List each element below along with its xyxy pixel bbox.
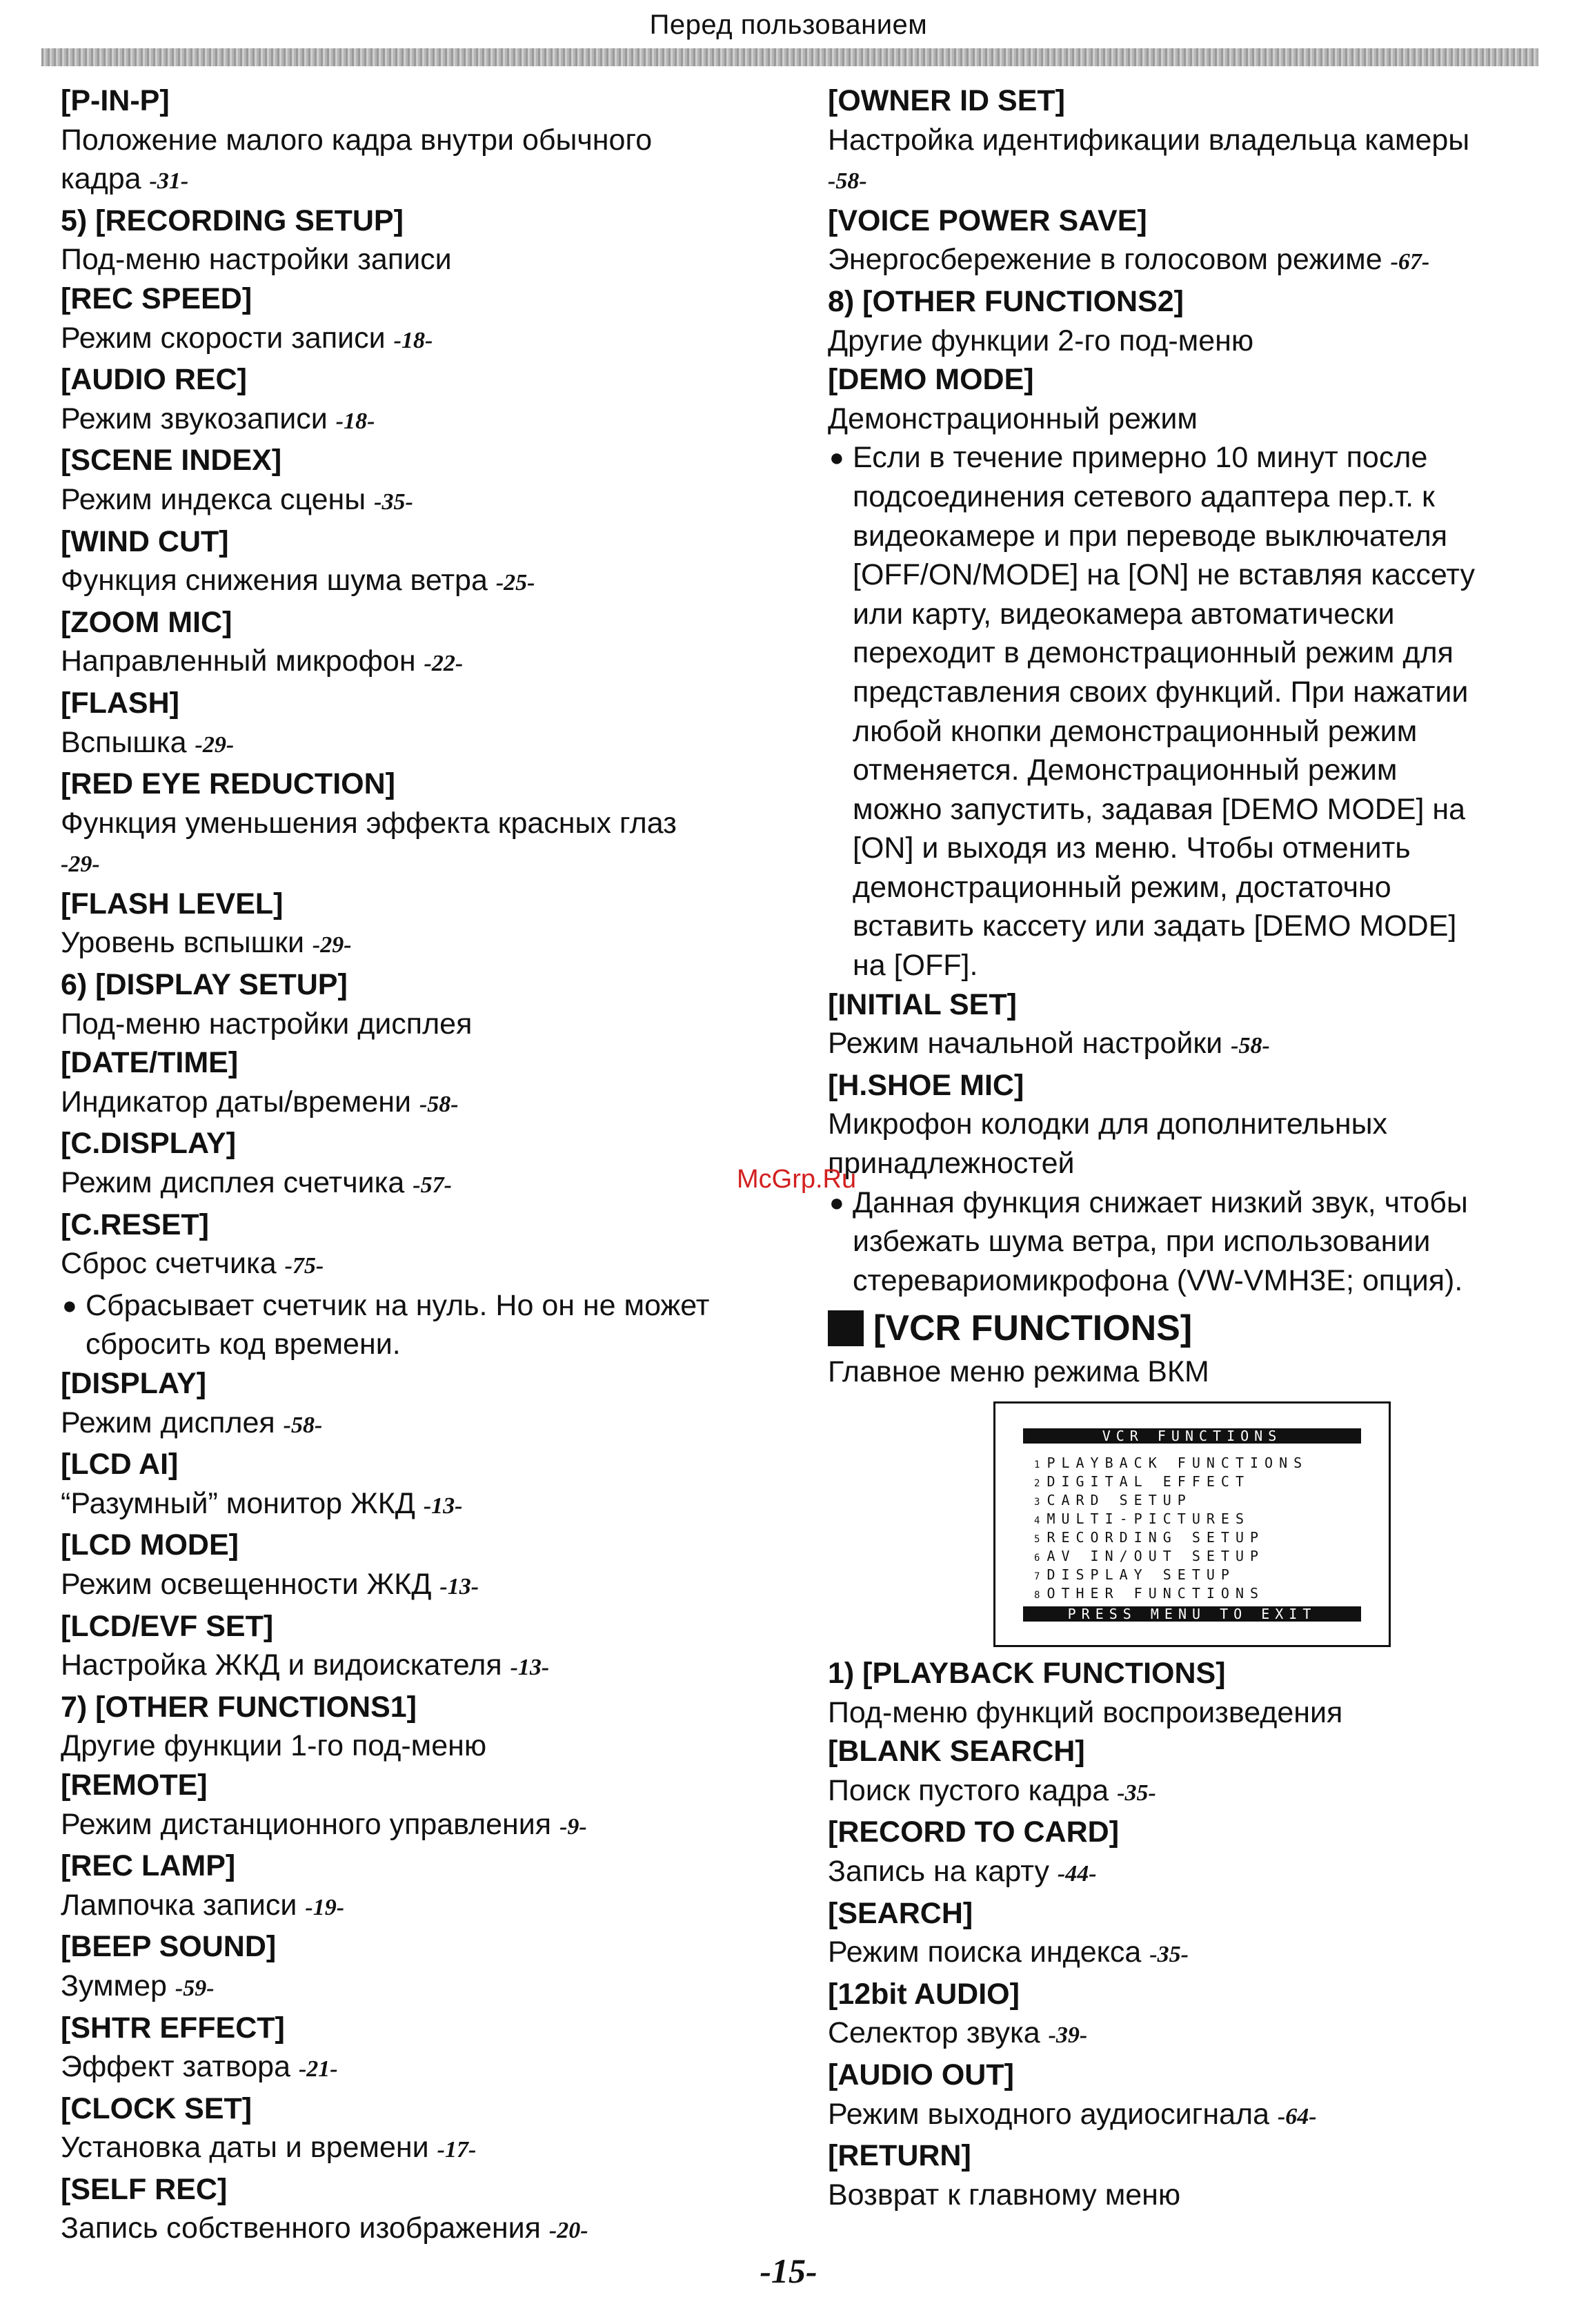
page-reference: -18- (393, 327, 433, 353)
page-reference: -58- (283, 1412, 323, 1438)
entry-title: [BEEP SOUND] (61, 1930, 277, 1964)
menu-entry (61, 1526, 792, 1606)
page-reference: -25- (495, 570, 535, 596)
entry-description-text: Другие функции 2-го под-меню (828, 324, 1254, 357)
menu-screen-item-label: OTHER FUNCTIONS (1047, 1585, 1265, 1602)
entry-title: 1) [PLAYBACK FUNCTIONS] (828, 1657, 1226, 1690)
entry-description (61, 642, 792, 684)
entry-description-text: Режим выходного аудиосигнала (828, 2097, 1270, 2131)
vcr-functions-heading-text: [VCR FUNCTIONS] (873, 1308, 1193, 1349)
entry-description-text: Режим скорости записи (61, 321, 386, 355)
entry-description (828, 240, 1559, 282)
menu-entry (61, 1927, 792, 2008)
entry-title: 8) [OTHER FUNCTIONS2] (828, 284, 1184, 318)
menu-screen-item (1034, 1510, 1308, 1529)
entry-description (61, 561, 792, 603)
page-reference: -18- (335, 408, 375, 434)
menu-screen-item (1034, 1473, 1308, 1492)
menu-entry (828, 1975, 1559, 2056)
entry-description (61, 2128, 792, 2170)
right-column-bottom-items (828, 1654, 1559, 2214)
watermark-text: McGrp.Ru (737, 1165, 857, 1194)
entry-description-text: Режим дисплея счетчика (61, 1166, 405, 1200)
entry-description-text: Селектор звука (828, 2016, 1040, 2050)
menu-entry (61, 441, 792, 522)
entry-title: [P-IN-P] (61, 84, 170, 117)
menu-entry (61, 1607, 792, 1688)
bullet-note-line: отменяется. Демонстрационный режим (853, 754, 1398, 787)
entry-description (61, 1005, 792, 1044)
entry-title: [DATE/TIME] (61, 1046, 239, 1080)
entry-description-text: Положение малого кадра внутри обычного (61, 123, 653, 157)
entry-description-text: Режим освещенности ЖКД (61, 1567, 432, 1601)
page-reference: -29- (312, 932, 352, 958)
vcr-menu-screen-figure (828, 1392, 1559, 1654)
page-reference: -29- (61, 851, 100, 878)
entry-description (828, 322, 1559, 361)
entry-description (61, 1726, 792, 1766)
entry-description (828, 400, 1559, 439)
entry-title: [12bit AUDIO] (828, 1977, 1020, 2011)
entry-description (61, 400, 792, 442)
entry-title: [RETURN] (828, 2139, 971, 2173)
bullet-icon: ● (829, 443, 844, 472)
entry-description-text: Режим дистанционного управления (61, 1807, 552, 1841)
entry-description-text: Направленный микрофон (61, 644, 416, 678)
page-reference: -67- (1390, 249, 1430, 275)
menu-entry (828, 2056, 1559, 2136)
page-reference: -21- (298, 2056, 338, 2082)
menu-entry (61, 201, 792, 279)
entry-description (61, 121, 792, 160)
menu-entry (61, 1205, 792, 1364)
menu-screen-item-label: DISPLAY SETUP (1047, 1566, 1236, 1583)
menu-screen-item-number: 4 (1034, 1515, 1040, 1526)
page-reference: -58- (1231, 1033, 1270, 1059)
entry-title: [OWNER ID SET] (828, 84, 1065, 117)
menu-screen-item-label: CARD SETUP (1047, 1492, 1192, 1508)
entry-description (61, 159, 792, 201)
entry-title: [SHTR EFFECT] (61, 2011, 285, 2045)
entry-title: [FLASH] (61, 686, 179, 720)
menu-screen-items (1034, 1455, 1308, 1604)
bullet-note-line: стеревариомикрофона (VW-VMH3E; опция). (853, 1263, 1463, 1297)
entry-description-text: Энергосбережение в голосовом режиме (828, 243, 1382, 277)
entry-description-text: Уровень вспышки (61, 926, 304, 960)
bullet-note (828, 1183, 1559, 1301)
entry-title: [REC LAMP] (61, 1849, 236, 1883)
entry-title: [LCD AI] (61, 1448, 179, 1481)
page-reference: -64- (1277, 2103, 1317, 2129)
page-number: -15- (760, 2252, 817, 2290)
page-reference: -9- (559, 1813, 587, 1840)
menu-entry (61, 1847, 792, 1927)
entry-description (61, 843, 792, 885)
entry-title: 7) [OTHER FUNCTIONS1] (61, 1690, 417, 1724)
page-header-title: Перед пользованием (649, 10, 928, 40)
entry-title: [C.DISPLAY] (61, 1127, 237, 1161)
page-reference: -13- (439, 1573, 479, 1599)
entry-description (61, 240, 792, 279)
page-reference: -59- (175, 1975, 215, 2001)
menu-screen-item-number: 6 (1034, 1553, 1040, 1564)
entry-description (828, 2176, 1559, 2215)
entry-title: [SELF REC] (61, 2172, 228, 2206)
menu-entry (61, 1043, 792, 1124)
menu-entry (828, 985, 1559, 1066)
entry-description (61, 1886, 792, 1928)
menu-entry (61, 1688, 792, 1766)
entry-title: [RED EYE REDUCTION] (61, 767, 395, 801)
entry-description-text: Поиск пустого кадра (828, 1773, 1109, 1807)
bullet-note-line: Если в течение примерно 10 минут после (853, 441, 1428, 475)
menu-entry (828, 360, 1559, 985)
entry-description (828, 1024, 1559, 1066)
menu-screen-item (1034, 1455, 1308, 1473)
menu-entry (828, 1066, 1559, 1301)
entry-description-text: Режим поиска индекса (828, 1936, 1142, 1969)
bullet-note-line: Данная функция снижает низкий звук, чтобы (853, 1185, 1468, 1219)
page-reference: -75- (284, 1253, 324, 1279)
page-reference: -35- (1117, 1780, 1156, 1806)
bullet-note-line: вставить кассету или задать [DEMO MODE] (853, 909, 1457, 943)
page-reference: -22- (424, 651, 464, 677)
menu-screen-item (1034, 1492, 1308, 1510)
entry-title: [VOICE POWER SAVE] (828, 204, 1147, 237)
menu-screen-item-number: 5 (1034, 1534, 1040, 1545)
page-reference: -58- (828, 168, 867, 195)
entry-description (61, 923, 792, 965)
entry-description (61, 480, 792, 522)
entry-description (61, 1484, 792, 1526)
entry-description (61, 1244, 792, 1286)
bullet-note-line: сбросить код времени. (86, 1328, 401, 1361)
menu-entry (828, 201, 1559, 282)
page-reference: -20- (548, 2218, 588, 2244)
menu-screen-title: VCR FUNCTIONS (1023, 1428, 1361, 1444)
entry-description-text: Под-меню функций воспроизведения (828, 1695, 1343, 1729)
entry-description (61, 1163, 792, 1205)
entry-title: [CLOCK SET] (61, 2091, 252, 2125)
bullet-note-line: любой кнопки демонстрационный режим (853, 714, 1418, 748)
entry-description (61, 2047, 792, 2089)
menu-entry (61, 2170, 792, 2251)
menu-screen-item (1034, 1585, 1308, 1604)
entry-description (61, 2209, 792, 2251)
bullet-note-line: на [OFF]. (853, 949, 978, 983)
menu-screen-item-number: 8 (1034, 1590, 1040, 1601)
menu-entry (828, 282, 1559, 360)
menu-entry (61, 1445, 792, 1526)
entry-description (61, 1404, 792, 1446)
entry-title: [LCD/EVF SET] (61, 1609, 274, 1643)
menu-entry (61, 279, 792, 360)
entry-description-text: Зуммер (61, 1969, 167, 2002)
page-reference: -13- (510, 1655, 550, 1681)
entry-description-text: кадра (61, 162, 141, 196)
entry-description-text: “Разумный” монитор ЖКД (61, 1486, 415, 1520)
page-reference: -44- (1057, 1860, 1097, 1887)
entry-description-text: Функция уменьшения эффекта красных глаз (61, 806, 677, 840)
menu-entry (61, 81, 792, 201)
menu-screen-item-label: AV IN/OUT SETUP (1047, 1548, 1265, 1564)
menu-entry (828, 1732, 1559, 1813)
entry-title: [DISPLAY] (61, 1367, 207, 1400)
page-reference: -35- (374, 489, 413, 515)
entry-description (61, 1083, 792, 1125)
entry-title: [WIND CUT] (61, 524, 229, 558)
entry-description (828, 2095, 1559, 2137)
entry-description (828, 1105, 1559, 1144)
entry-title: [INITIAL SET] (828, 987, 1017, 1021)
entry-description-text: принадлежностей (828, 1147, 1075, 1181)
bullet-note-line: переходит в демонстрационный режим для (853, 636, 1454, 670)
entry-title: 5) [RECORDING SETUP] (61, 204, 404, 237)
entry-title: [SEARCH] (828, 1896, 973, 1930)
menu-screen-item (1034, 1529, 1308, 1548)
entry-description-text: Микрофон колодки для дополнительных (828, 1107, 1388, 1141)
entry-description-text: Функция снижения шума ветра (61, 564, 488, 598)
entry-description (61, 804, 792, 843)
bullet-note (828, 438, 1559, 985)
menu-entry (61, 2089, 792, 2170)
bullet-note-line: представления своих функций. При нажатии (853, 675, 1469, 709)
entry-title: [H.SHOE MIC] (828, 1068, 1024, 1102)
entry-description (828, 1144, 1559, 1183)
menu-screen-item-number: 7 (1034, 1571, 1040, 1582)
entry-title: [BLANK SEARCH] (828, 1735, 1085, 1769)
menu-screen-item-label: PLAYBACK FUNCTIONS (1047, 1455, 1309, 1471)
menu-entry (61, 684, 792, 765)
entry-title: [SCENE INDEX] (61, 444, 282, 477)
menu-entry (61, 603, 792, 684)
entry-description (828, 1852, 1559, 1894)
entry-description-text: Под-меню настройки дисплея (61, 1007, 473, 1041)
menu-entry (61, 1124, 792, 1205)
menu-entry (61, 1766, 792, 1847)
entry-description (828, 2013, 1559, 2056)
page-reference: -13- (423, 1493, 463, 1519)
entry-description-text: Под-меню настройки записи (61, 243, 452, 277)
menu-entry (61, 360, 792, 441)
menu-entry (61, 522, 792, 603)
entry-title: [FLASH LEVEL] (61, 887, 284, 920)
entry-description-text: Вспышка (61, 725, 187, 759)
entry-description (61, 1967, 792, 2009)
entry-title: [AUDIO REC] (61, 363, 247, 397)
menu-entry (61, 2009, 792, 2089)
menu-entry (828, 1813, 1559, 1893)
menu-screen-item-label: RECORDING SETUP (1047, 1529, 1265, 1546)
page-reference: -19- (305, 1894, 345, 1920)
entry-description-text: Другие функции 1-го под-меню (61, 1729, 487, 1763)
entry-description (61, 723, 792, 765)
menu-entry (828, 81, 1559, 201)
entry-title: [ZOOM MIC] (61, 605, 232, 639)
page-reference: -29- (195, 731, 235, 758)
menu-entry (61, 885, 792, 965)
page-reference: -35- (1149, 1942, 1189, 1968)
vcr-functions-heading (828, 1304, 1559, 1352)
section-square-icon (828, 1310, 864, 1346)
page-reference: -39- (1048, 2022, 1088, 2049)
entry-description-text: Режим начальной настройки (828, 1027, 1223, 1061)
entry-description (61, 319, 792, 361)
entry-description-text: Эффект затвора (61, 2050, 290, 2084)
menu-screen-item (1034, 1566, 1308, 1585)
entry-description-text: Режим индекса сцены (61, 482, 366, 516)
entry-title: [DEMO MODE] (828, 363, 1034, 397)
bullet-note-line: можно запустить, задавая [DEMO MODE] на (853, 792, 1466, 826)
page-reference: -57- (413, 1172, 452, 1199)
entry-title: [REC SPEED] (61, 282, 252, 315)
entry-title: 6) [DISPLAY SETUP] (61, 968, 348, 1002)
menu-screen-item-number: 2 (1034, 1478, 1040, 1489)
entry-description-text: Режим звукозаписи (61, 402, 328, 435)
entry-description (828, 1771, 1559, 1813)
bullet-note-line: [OFF/ON/MODE] на [ON] не вставляя кассету (853, 558, 1476, 592)
entry-description (61, 1805, 792, 1847)
entry-description-text: Установка даты и времени (61, 2131, 429, 2165)
bullet-note-line: избежать шума ветра, при использовании (853, 1225, 1431, 1259)
bullet-icon: ● (829, 1188, 844, 1217)
menu-entry (61, 1364, 792, 1445)
page-reference: -17- (437, 2137, 477, 2163)
menu-entry (61, 765, 792, 885)
menu-screen-item (1034, 1548, 1308, 1566)
page-reference: -58- (419, 1091, 459, 1117)
menu-entry (828, 2136, 1559, 2214)
left-column (61, 81, 792, 2251)
entry-description (61, 1565, 792, 1607)
page-reference: -31- (149, 168, 189, 195)
entry-description-text: Индикатор даты/времени (61, 1085, 412, 1119)
right-column-top-items (828, 81, 1559, 1300)
menu-entry (828, 1894, 1559, 1975)
menu-entry (61, 965, 792, 1043)
entry-description (828, 1693, 1559, 1733)
bullet-note (61, 1286, 792, 1364)
entry-description-text: Настройка идентификации владельца камеры (828, 123, 1470, 157)
entry-title: [REMOTE] (61, 1768, 208, 1802)
entry-description-text: Запись на карту (828, 1854, 1049, 1888)
entry-title: [C.RESET] (61, 1208, 209, 1241)
menu-entry (828, 1654, 1559, 1732)
menu-screen-item-number: 1 (1034, 1459, 1040, 1470)
entry-description-text: Режим дисплея (61, 1406, 275, 1439)
menu-screen-footer: PRESS MENU TO EXIT (1023, 1606, 1361, 1622)
bullet-note-line: видеокамере и при переводе выключателя (853, 519, 1448, 553)
bullet-note-line: демонстрационный режим, достаточно (853, 870, 1391, 904)
vcr-menu-screen (993, 1401, 1391, 1647)
vcr-functions-section (828, 1304, 1559, 1654)
entry-description (828, 1933, 1559, 1975)
menu-screen-item-label: MULTI-PICTURES (1047, 1510, 1251, 1527)
entry-description (61, 1646, 792, 1688)
entry-description-text: Сброс счетчика (61, 1247, 277, 1281)
entry-description-text: Лампочка записи (61, 1888, 297, 1922)
entry-description (828, 121, 1559, 160)
menu-screen-item-number: 3 (1034, 1497, 1040, 1508)
entry-description-text: Запись собственного изображения (61, 2212, 541, 2245)
menu-screen-item-label: DIGITAL EFFECT (1047, 1473, 1251, 1490)
entry-title: [AUDIO OUT] (828, 2058, 1014, 2091)
vcr-functions-subtitle: Главное меню режима ВКМ (828, 1355, 1209, 1389)
entry-description-text: Настройка ЖКД и видоискателя (61, 1648, 502, 1682)
bullet-note-line: подсоединения сетевого адаптера пер.т. к (853, 480, 1435, 513)
bullet-note-line: или карту, видеокамера автоматически (853, 597, 1395, 631)
entry-title: [RECORD TO CARD] (828, 1815, 1120, 1849)
entry-description-text: Демонстрационный режим (828, 402, 1198, 435)
bullet-note-line: [ON] и выходя из меню. Чтобы отменить (853, 831, 1411, 865)
right-column (828, 81, 1559, 2214)
bullet-icon: ● (62, 1290, 77, 1319)
entry-title: [LCD MODE] (61, 1528, 239, 1562)
bullet-note-line: Сбрасывает счетчик на нуль. Но он не может (86, 1288, 710, 1322)
entry-description (828, 159, 1559, 201)
entry-description-text: Возврат к главному меню (828, 2178, 1181, 2212)
header-divider-bar (41, 48, 1538, 66)
